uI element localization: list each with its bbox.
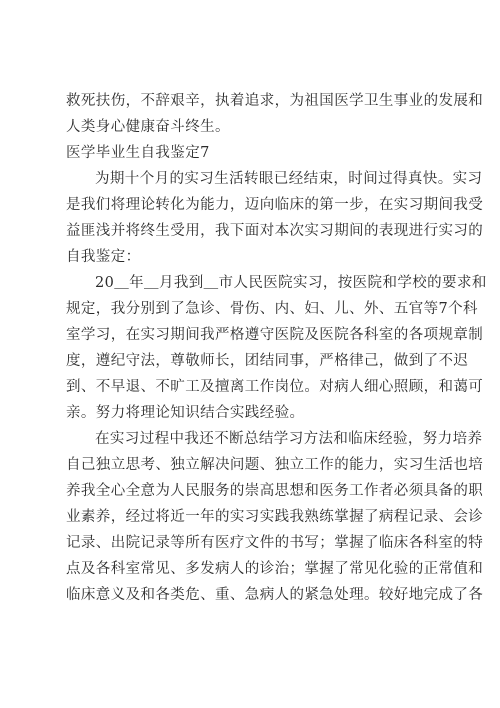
paragraph-line: 自己独立思考、独立解决问题、独立工作的能力，实习生活也培 xyxy=(66,457,484,473)
paragraph-line: 到、不早退、不旷工及擅离工作岗位。对病人细心照顾，和蔼可 xyxy=(66,379,484,395)
document-body xyxy=(66,88,487,608)
paragraph-line: 在实习过程中我还不断总结学习方法和临床经验，努力培养 xyxy=(95,431,483,447)
paragraph-line: 业素养，经过将近一年的实习实践我熟练掌握了病程记录、会诊 xyxy=(66,509,484,525)
paragraph-line: 是我们将理论转化为能力，迈向临床的第一步，在实习期间我受 xyxy=(66,197,484,213)
paragraph-line: 临床意义及和各类危、重、急病人的紧急处理。较好地完成了各 xyxy=(66,587,484,603)
paragraph-line: 养我全心全意为人民服务的崇高思想和医务工作者必须具备的职 xyxy=(66,483,484,499)
paragraph-line: 度，遵纪守法，尊敬师长，团结同事，严格律己，做到了不迟 xyxy=(66,353,469,369)
paragraph-line: 规定，我分别到了急诊、骨伤、内、妇、儿、外、五官等7个科 xyxy=(66,301,478,317)
paragraph-line: 亲。努力将理论知识结合实践经验。 xyxy=(66,405,305,421)
paragraph-line: 点及各科室常见、多发病人的诊治；掌握了常见化验的正常值和 xyxy=(66,561,484,577)
section-heading: 医学毕业生自我鉴定7 xyxy=(66,145,210,161)
paragraph-line: 救死扶伤，不辞艰辛，执着追求，为祖国医学卫生事业的发展和 xyxy=(66,93,484,109)
paragraph-line: 20＿年＿月我到＿市人民医院实习，按医院和学校的要求和 xyxy=(95,275,487,291)
paragraph-line: 自我鉴定： xyxy=(66,249,141,265)
paragraph-line: 为期十个月的实习生活转眼已经结束，时间过得真快。实习 xyxy=(95,171,483,187)
paragraph-line: 室学习，在实习期间我严格遵守医院及医院各科室的各项规章制 xyxy=(66,327,484,343)
paragraph-line: 人类身心健康奋斗终生。 xyxy=(66,119,230,135)
paragraph-line: 记录、出院记录等所有医疗文件的书写；掌握了临床各科室的特 xyxy=(66,535,484,551)
paragraph-line: 益匪浅并将终生受用，我下面对本次实习期间的表现进行实习的 xyxy=(66,223,484,239)
